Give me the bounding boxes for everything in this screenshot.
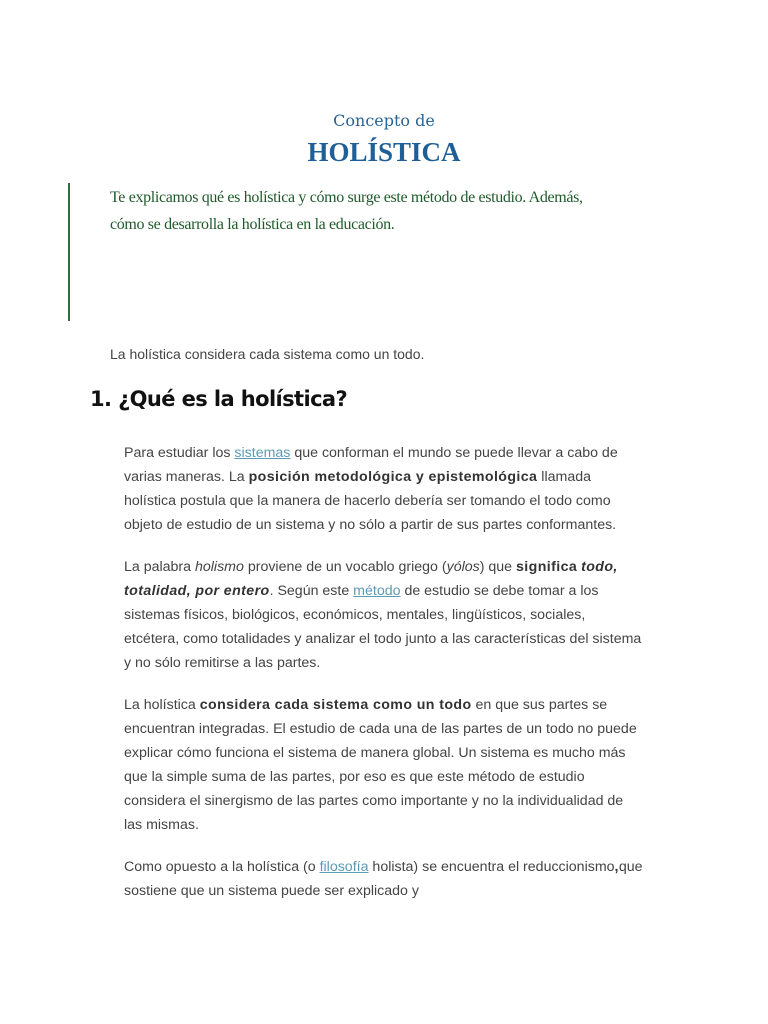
link-metodo[interactable]: método <box>353 583 401 599</box>
paragraph-text: ) que <box>479 559 516 575</box>
summary-line-1: Te explicamos qué es holística y cómo surge este método de estudio. Además, <box>110 189 583 206</box>
paragraph-1 <box>124 441 644 537</box>
bold-text: posición metodológica y epistemológica <box>248 469 538 485</box>
paragraph-3 <box>124 693 644 837</box>
bold-text: significa <box>516 559 578 575</box>
paragraph-text: La holística <box>124 697 200 713</box>
section-heading: 1. ¿Qué es la holística? <box>90 387 348 411</box>
title-kicker: Concepto de <box>333 111 435 130</box>
link-sistemas[interactable]: sistemas <box>234 445 291 461</box>
paragraph-text: que sostiene que un sistema puede ser explicado y <box>124 859 643 899</box>
paragraph-text: La palabra <box>124 559 195 575</box>
paragraph-text: en que sus partes se encuentran integradas. El estudio de cada una de las partes de un todo no puede explicar cómo funciona el sistema de manera global. Un sistema es mucho más que la simple suma de las partes, por eso es que este método de estudio considera el sinergismo de las partes como importante y no la individualidad de las mismas. <box>124 697 637 833</box>
italic-text: yólos <box>446 559 480 575</box>
paragraph-text: holista) se encuentra el reduccionismo <box>368 859 615 875</box>
paragraph-text: Como opuesto a la holística (o <box>124 859 320 875</box>
link-filosofia[interactable]: filosofía <box>319 859 369 875</box>
summary-line-2: cómo se desarrolla la holística en la educación. <box>110 216 395 233</box>
bold-text: , <box>614 859 619 875</box>
bold-italic-text: todo, totalidad, por entero <box>124 559 618 599</box>
summary-accent-bar <box>68 183 70 321</box>
article-body <box>124 441 644 921</box>
paragraph-text: que conforman el mundo se puede llevar a cabo de varias maneras. La <box>124 445 618 485</box>
paragraph-text: llamada holística postula que la manera de hacerlo debería ser tomando el todo como objeto de estudio de un sistema y no sólo a partir de sus partes conformantes. <box>124 469 617 533</box>
bold-text: considera cada sistema como un todo <box>199 697 472 713</box>
paragraph-text: proviene de un vocablo griego ( <box>243 559 447 575</box>
paragraph-text: de estudio se debe tomar a los sistemas físicos, biológicos, económicos, mentales, lingüísticos, sociales, etcétera, como totalidades y analizar el todo junto a las características del sistema y no sólo remitirse a las partes. <box>124 583 642 671</box>
italic-text: holismo <box>195 559 244 575</box>
paragraph-4 <box>124 855 644 903</box>
paragraph-2 <box>124 555 644 675</box>
page-title: HOLÍSTICA <box>307 137 461 167</box>
paragraph-text: . Según este <box>269 583 354 599</box>
image-caption: La holística considera cada sistema como un todo. <box>110 346 425 362</box>
summary-text <box>110 184 650 238</box>
paragraph-text: Para estudiar los <box>124 445 235 461</box>
